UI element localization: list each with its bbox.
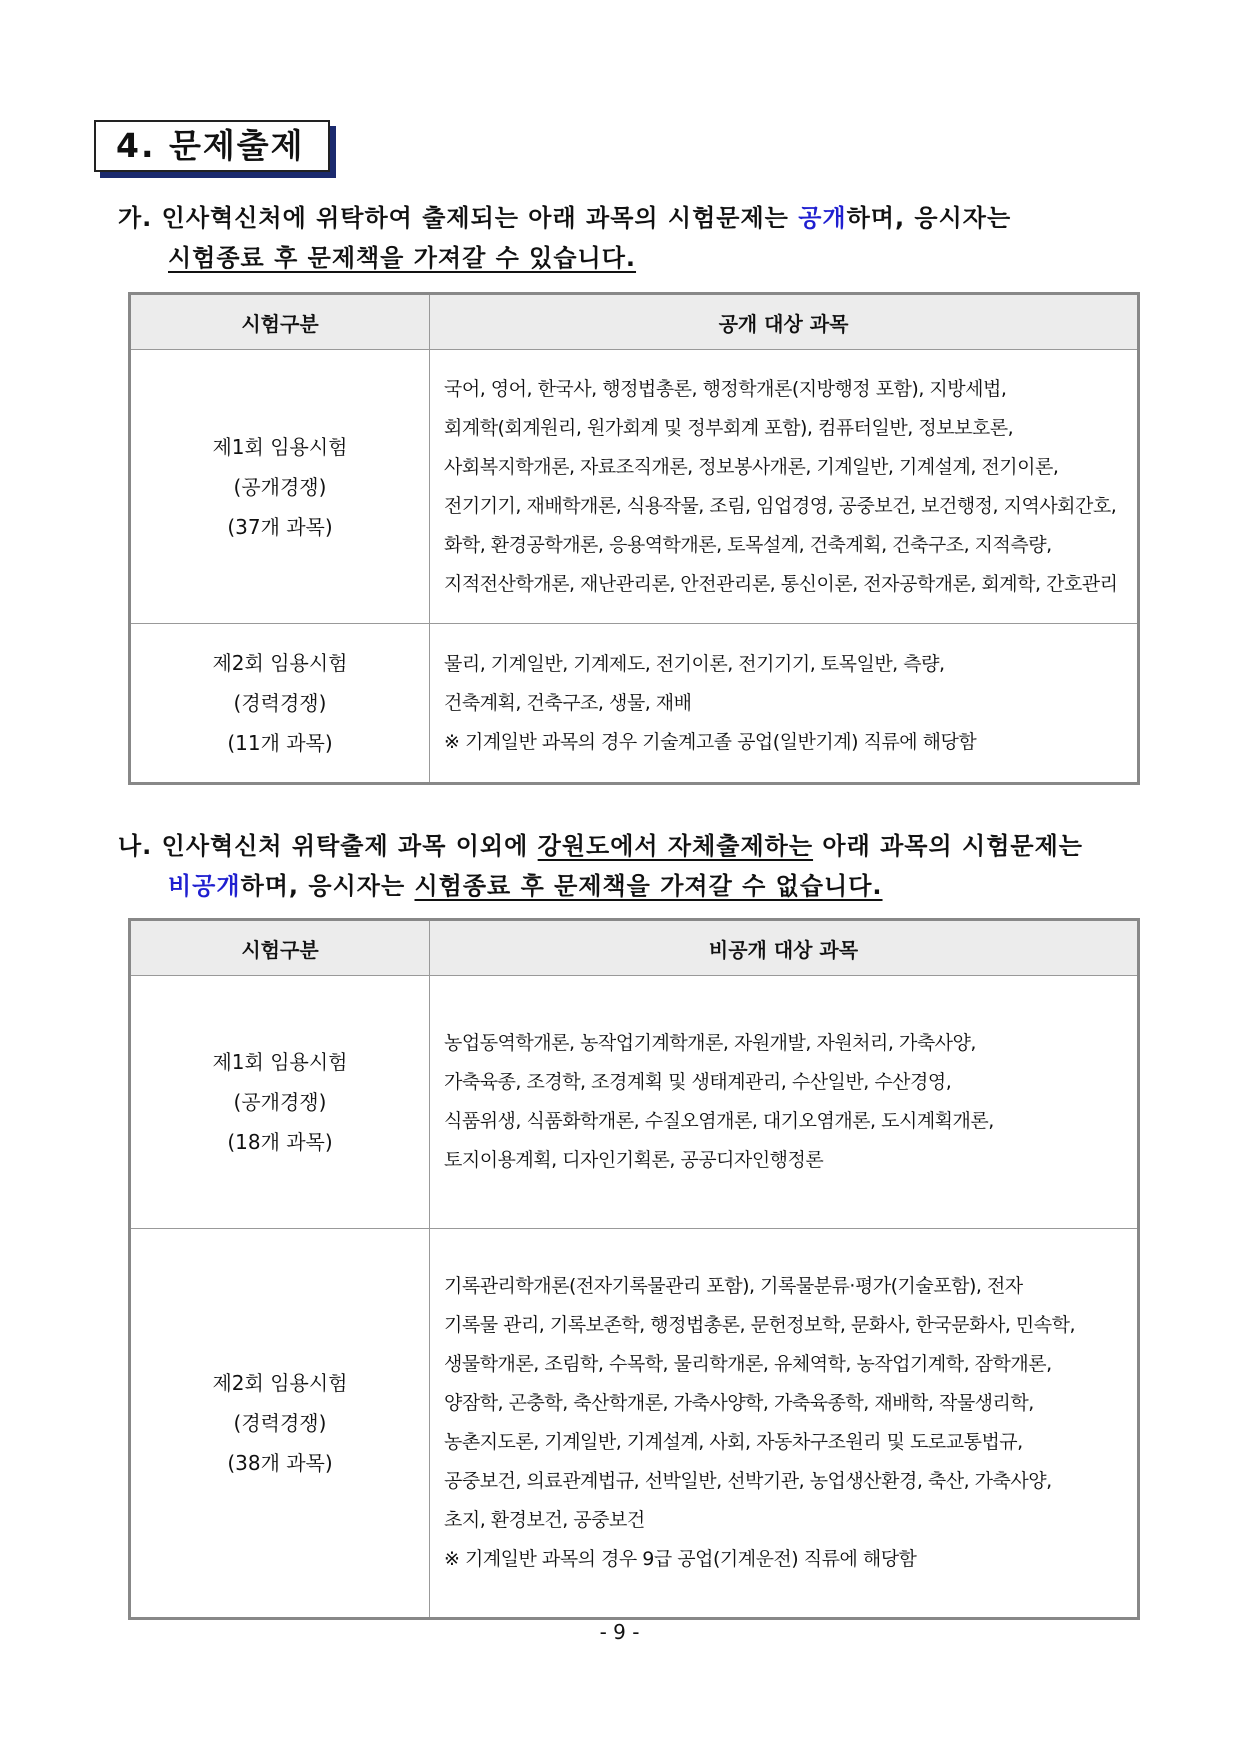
paragraph-na-line1 [118,826,1142,866]
exam-type: (공개경쟁) [233,474,327,499]
exam-category [130,976,430,1229]
subject-line: 기록관리학개론(전자기록물관리 포함), 기록물분류·평가(기술포함), 전자 [444,1275,1023,1297]
subject-line: 건축계획, 건축구조, 생물, 재배 [444,691,692,714]
subject-line: 전기기기, 재배학개론, 식용작물, 조림, 임업경영, 공중보건, 보건행정, 지역사회간호, [444,494,1117,517]
paragraph-na-line2 [118,866,1142,906]
exam-category [130,350,430,624]
subject-line: 국어, 영어, 한국사, 행정법총론, 행정학개론(지방행정 포함), 지방세법, [444,377,1007,400]
paragraph-ga-underlined: 시험종료 후 문제책을 가져갈 수 있습니다. [168,244,637,272]
subject-line: 화학, 환경공학개론, 응용역학개론, 토목설계, 건축계획, 건축구조, 지적측량, [444,533,1052,556]
exam-round: 제2회 임용시험 [212,1371,348,1395]
subject-line: 토지이용계획, 디자인기획론, 공공디자인행정론 [444,1149,824,1171]
subject-line: 생물학개론, 조림학, 수목학, 물리학개론, 유체역학, 농작업기계학, 잠학개론, [444,1353,1052,1375]
subject-count: (11개 과목) [227,731,333,755]
subject-line: 양잠학, 곤충학, 축산학개론, 가축사양학, 가축육종학, 재배학, 작물생리학, [444,1392,1034,1414]
header-subjects: 비공개 대상 과목 [430,920,1139,976]
table-row [130,976,1139,1229]
table-row [130,624,1139,784]
nonpublic-subjects-table [128,918,1140,1620]
exam-category [130,1229,430,1619]
section-title: 4. 문제출제 [94,120,330,172]
subject-line: 기록물 관리, 기록보존학, 행정법총론, 문헌정보학, 문화사, 한국문화사, 민속학, [444,1314,1076,1336]
paragraph-na-text-a: 나. 인사혁신처 위탁출제 과목 이외에 [118,832,538,860]
table-row [130,1229,1139,1619]
exam-type: (경력경쟁) [233,691,327,715]
subject-list [430,1229,1139,1619]
subject-count: (37개 과목) [227,514,333,539]
subject-line: 초지, 환경보건, 공중보건 [444,1509,645,1531]
paragraph-na-text-b: 아래 과목의 시험문제는 [813,832,1083,860]
header-exam-type: 시험구분 [130,920,430,976]
paragraph-na-underlined-b: 시험종료 후 문제책을 가져갈 수 없습니다. [414,872,883,900]
subject-count: (18개 과목) [227,1130,333,1154]
subject-line: 공중보건, 의료관계법규, 선박일반, 선박기관, 농업생산환경, 축산, 가축사양, [444,1470,1052,1492]
exam-category [130,624,430,784]
subject-line: 지적전산학개론, 재난관리론, 안전관리론, 통신이론, 전자공학개론, 회계학, 간호관리 [444,572,1118,595]
subject-line: 농업동역학개론, 농작업기계학개론, 자원개발, 자원처리, 가축사양, [444,1032,976,1054]
subject-line: 사회복지학개론, 자료조직개론, 정보봉사개론, 기계일반, 기계설계, 전기이론, [444,455,1059,478]
subject-line: 회계학(회계원리, 원가회계 및 정부회계 포함), 컴퓨터일반, 정보보호론, [444,416,1014,439]
subject-line: 가축육종, 조경학, 조경계획 및 생태계관리, 수산일반, 수산경영, [444,1071,952,1093]
public-subjects-table [128,292,1140,785]
table-header-row [130,294,1139,350]
table-row [130,350,1139,624]
paragraph-ga-text-a: 가. 인사혁신처에 위탁하여 출제되는 아래 과목의 시험문제는 [118,204,799,232]
subject-line: 식품위생, 식품화학개론, 수질오염개론, 대기오염개론, 도시계획개론, [444,1110,994,1132]
paragraph-na-nonpublic-word: 비공개 [168,872,241,900]
table-header-row [130,920,1139,976]
exam-round: 제2회 임용시험 [212,651,348,675]
paragraph-ga-text-b: 하며, 응시자는 [846,204,1012,232]
section-title-box [94,120,330,172]
header-subjects: 공개 대상 과목 [430,294,1139,350]
subject-list [430,976,1139,1229]
page-number: - 9 - [599,1620,640,1644]
exam-round: 제1회 임용시험 [212,1050,348,1074]
subject-count: (38개 과목) [227,1451,333,1475]
paragraph-ga-line1 [118,198,1142,238]
subject-list [430,350,1139,624]
paragraph-ga-public-word: 공개 [798,204,847,232]
exam-type: (공개경쟁) [233,1090,327,1114]
subject-line: 농촌지도론, 기계일반, 기계설계, 사회, 자동차구조원리 및 도로교통법규, [444,1431,1023,1453]
paragraph-na [118,826,1142,906]
header-exam-type: 시험구분 [130,294,430,350]
paragraph-ga-line2 [118,238,1142,278]
subject-note: ※ 기계일반 과목의 경우 기술계고졸 공업(일반기계) 직류에 해당함 [444,730,977,753]
subject-list [430,624,1139,784]
subject-note: ※ 기계일반 과목의 경우 9급 공업(기계운전) 직류에 해당함 [444,1548,917,1570]
exam-round: 제1회 임용시험 [212,434,348,459]
paragraph-na-underlined-a: 강원도에서 자체출제하는 [537,832,814,860]
paragraph-na-text-c: 하며, 응시자는 [240,872,415,900]
exam-type: (경력경쟁) [233,1411,327,1435]
subject-line: 물리, 기계일반, 기계제도, 전기이론, 전기기기, 토목일반, 측량, [444,652,945,675]
paragraph-ga [118,198,1142,278]
